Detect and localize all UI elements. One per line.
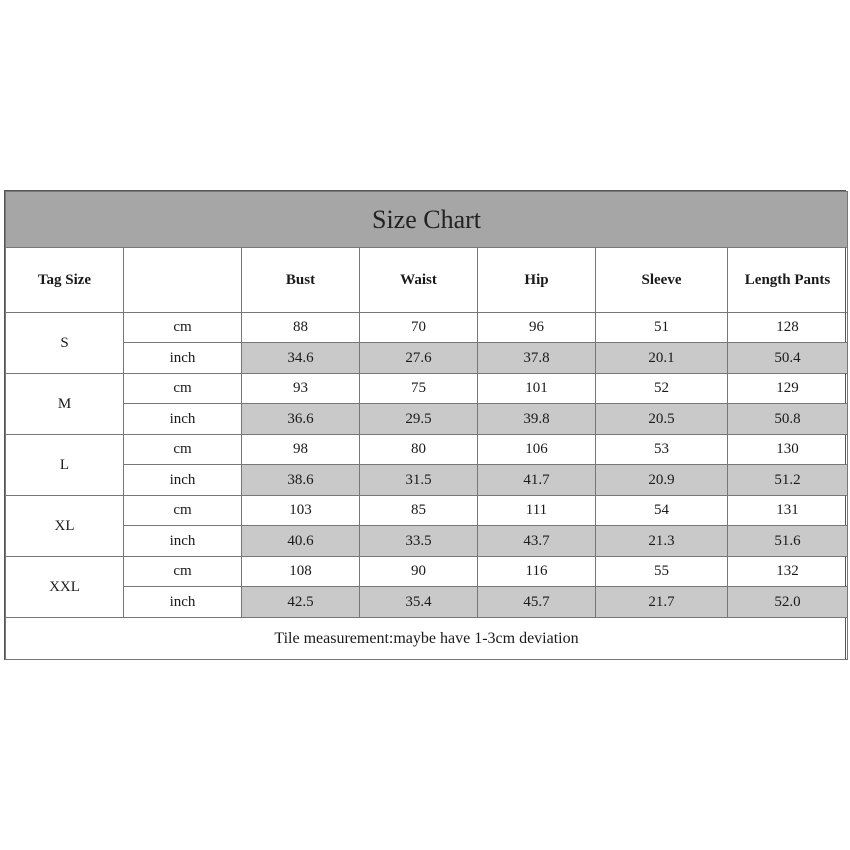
measurement-cell: 36.6 (242, 404, 360, 435)
measurement-cell: 128 (728, 313, 848, 343)
unit-label: inch (124, 526, 242, 557)
measurement-cell: 27.6 (360, 343, 478, 374)
measurement-cell: 129 (728, 374, 848, 404)
size-tag: S (6, 313, 124, 374)
unit-label: inch (124, 587, 242, 618)
measurement-cell: 40.6 (242, 526, 360, 557)
length-pants-header: Length Pants (728, 248, 848, 313)
measurement-note: Tile measurement:maybe have 1-3cm deviation (6, 618, 848, 660)
size-tag: XXL (6, 557, 124, 618)
measurement-cell: 38.6 (242, 465, 360, 496)
measurement-cell: 93 (242, 374, 360, 404)
chart-title: Size Chart (6, 192, 848, 248)
measurement-cell: 131 (728, 496, 848, 526)
measurement-cell: 31.5 (360, 465, 478, 496)
unit-header (124, 248, 242, 313)
unit-label: inch (124, 465, 242, 496)
measurement-cell: 39.8 (478, 404, 596, 435)
note-row (6, 618, 848, 660)
measurement-cell: 37.8 (478, 343, 596, 374)
unit-label: cm (124, 496, 242, 526)
measurement-cell: 45.7 (478, 587, 596, 618)
measurement-cell: 41.7 (478, 465, 596, 496)
size-row-s-cm (6, 313, 848, 343)
unit-label: cm (124, 557, 242, 587)
measurement-cell: 116 (478, 557, 596, 587)
size-row-l-cm (6, 435, 848, 465)
measurement-cell: 51.2 (728, 465, 848, 496)
measurement-cell: 90 (360, 557, 478, 587)
waist-header: Waist (360, 248, 478, 313)
measurement-cell: 34.6 (242, 343, 360, 374)
measurement-cell: 21.7 (596, 587, 728, 618)
measurement-cell: 43.7 (478, 526, 596, 557)
measurement-cell: 20.1 (596, 343, 728, 374)
measurement-cell: 51.6 (728, 526, 848, 557)
size-row-xxl-inch (6, 587, 848, 618)
sleeve-header: Sleeve (596, 248, 728, 313)
measurement-cell: 35.4 (360, 587, 478, 618)
measurement-cell: 52 (596, 374, 728, 404)
measurement-cell: 80 (360, 435, 478, 465)
measurement-cell: 20.9 (596, 465, 728, 496)
measurement-cell: 132 (728, 557, 848, 587)
size-tag: L (6, 435, 124, 496)
measurement-cell: 51 (596, 313, 728, 343)
size-chart (4, 190, 846, 660)
measurement-cell: 29.5 (360, 404, 478, 435)
measurement-cell: 106 (478, 435, 596, 465)
measurement-cell: 101 (478, 374, 596, 404)
unit-label: inch (124, 343, 242, 374)
size-row-xxl-cm (6, 557, 848, 587)
measurement-cell: 20.5 (596, 404, 728, 435)
size-row-xl-inch (6, 526, 848, 557)
measurement-cell: 88 (242, 313, 360, 343)
measurement-cell: 42.5 (242, 587, 360, 618)
measurement-cell: 98 (242, 435, 360, 465)
measurement-cell: 21.3 (596, 526, 728, 557)
measurement-cell: 75 (360, 374, 478, 404)
tag-size-header: Tag Size (6, 248, 124, 313)
measurement-cell: 70 (360, 313, 478, 343)
size-tag: XL (6, 496, 124, 557)
header-row (6, 248, 848, 313)
measurement-cell: 53 (596, 435, 728, 465)
measurement-cell: 111 (478, 496, 596, 526)
size-row-l-inch (6, 465, 848, 496)
size-row-m-inch (6, 404, 848, 435)
measurement-cell: 33.5 (360, 526, 478, 557)
measurement-cell: 55 (596, 557, 728, 587)
size-row-m-cm (6, 374, 848, 404)
size-row-s-inch (6, 343, 848, 374)
size-row-xl-cm (6, 496, 848, 526)
unit-label: cm (124, 435, 242, 465)
measurement-cell: 52.0 (728, 587, 848, 618)
bust-header: Bust (242, 248, 360, 313)
measurement-cell: 130 (728, 435, 848, 465)
measurement-cell: 50.4 (728, 343, 848, 374)
unit-label: cm (124, 374, 242, 404)
unit-label: inch (124, 404, 242, 435)
measurement-cell: 85 (360, 496, 478, 526)
measurement-cell: 96 (478, 313, 596, 343)
measurement-cell: 108 (242, 557, 360, 587)
size-tag: M (6, 374, 124, 435)
measurement-cell: 54 (596, 496, 728, 526)
size-table (5, 191, 848, 660)
measurement-cell: 103 (242, 496, 360, 526)
unit-label: cm (124, 313, 242, 343)
measurement-cell: 50.8 (728, 404, 848, 435)
hip-header: Hip (478, 248, 596, 313)
